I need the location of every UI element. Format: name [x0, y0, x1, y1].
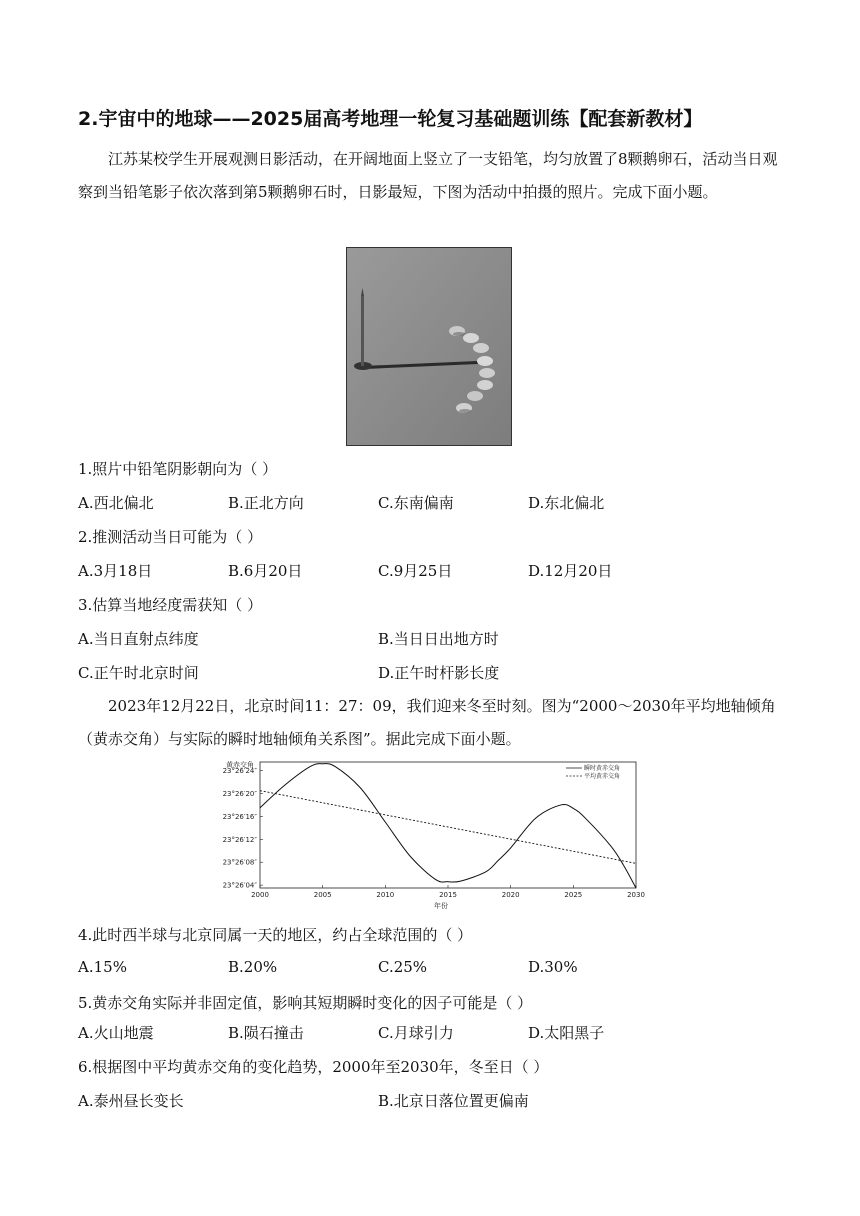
x-tick-label: 2030 — [627, 891, 645, 899]
q1-option-b: B.正北方向 — [228, 494, 304, 512]
x-tick-label: 2025 — [564, 891, 583, 899]
chart-frame — [260, 762, 636, 888]
y-tick-label: 23°26′24″ — [222, 767, 257, 776]
page-title: 2.宇宙中的地球——2025届高考地理一轮复习基础题训练【配套新教材】 — [78, 108, 703, 130]
q2-option-d: D.12月20日 — [528, 562, 613, 580]
q5-option-d: D.太阳黑子 — [528, 1024, 605, 1042]
x-tick-label: 2005 — [313, 891, 332, 899]
q1-option-c: C.东南偏南 — [378, 494, 454, 512]
x-tick-label: 2010 — [376, 891, 395, 899]
y-tick-label: 23°26′04″ — [222, 881, 257, 890]
q4-option-a: A.15% — [78, 958, 127, 976]
q3-option-c: C.正午时北京时间 — [78, 664, 199, 682]
legend-label-mean: 平均黄赤交角 — [584, 773, 621, 780]
obliquity-chart — [218, 757, 645, 911]
q6-option-a: A.泰州昼长变长 — [78, 1092, 184, 1110]
y-tick-label: 23°26′20″ — [222, 790, 257, 798]
chart-y-axis-label: 黄赤交角 — [226, 761, 254, 769]
q3-option-d: D.正午时杆影长度 — [378, 664, 500, 682]
x-tick-label: 2020 — [501, 891, 520, 899]
q2-option-c: C.9月25日 — [378, 562, 453, 580]
intro-paragraph-1: 江苏某校学生开展观测日影活动，在开阔地面上竖立了一支铅笔，均匀放置了8颗鹅卵石，活动当日观察到当铅笔影子依次落到第5颗鹅卵石时，日影最短，下图为活动中拍摄的照片。完成下面小题。 — [78, 150, 778, 201]
question-4-stem: 4.此时西半球与北京同属一天的地区，约占全球范围的（ ） — [78, 926, 473, 944]
question-2-stem: 2.推测活动当日可能为（ ） — [78, 528, 263, 546]
q1-option-d: D.东北偏北 — [528, 494, 605, 512]
series-mean-obliquity — [260, 791, 636, 864]
y-tick-label: 23°26′16″ — [222, 812, 257, 821]
question-5-stem: 5.黄赤交角实际并非固定值，影响其短期瞬时变化的因子可能是（ ） — [78, 994, 533, 1012]
q4-option-c: C.25% — [378, 958, 428, 976]
chart-legend — [566, 764, 620, 780]
chart-x-axis-label: 年份 — [434, 902, 448, 910]
y-tick-label: 23°26′12″ — [222, 835, 257, 844]
x-tick-label: 2015 — [439, 891, 457, 899]
intro-paragraph-2: 2023年12月22日，北京时间11：27：09，我们迎来冬至时刻。图为“2000～2030年平均地轴倾角（黄赤交角）与实际的瞬时地轴倾角关系图”。据此完成下面小题。 — [78, 697, 776, 748]
q1-option-a: A.西北偏北 — [78, 494, 154, 512]
question-3-stem: 3.估算当地经度需获知（ ） — [78, 596, 263, 614]
question-6-stem: 6.根据图中平均黄赤交角的变化趋势，2000年至2030年，冬至日（ ） — [78, 1058, 549, 1076]
q2-option-a: A.3月18日 — [78, 562, 153, 580]
q4-option-d: D.30% — [528, 958, 578, 976]
q3-option-b: B.当日日出地方时 — [378, 630, 499, 648]
q5-option-a: A.火山地震 — [78, 1024, 154, 1042]
series-instant-obliquity — [260, 764, 636, 888]
q2-option-b: B.6月20日 — [228, 562, 303, 580]
question-1-stem: 1.照片中铅笔阴影朝向为（ ） — [78, 460, 278, 478]
y-tick-label: 23°26′08″ — [222, 858, 257, 867]
q3-option-a: A.当日直射点纬度 — [78, 630, 199, 648]
q4-option-b: B.20% — [228, 958, 278, 976]
x-tick-label: 2000 — [251, 891, 269, 899]
pencil-shadow-photo — [346, 247, 512, 446]
q6-option-b: B.北京日落位置更偏南 — [378, 1092, 529, 1110]
q5-option-c: C.月球引力 — [378, 1024, 454, 1042]
q5-option-b: B.陨石撞击 — [228, 1024, 304, 1042]
legend-label-instant: 瞬时黄赤交角 — [584, 765, 621, 772]
